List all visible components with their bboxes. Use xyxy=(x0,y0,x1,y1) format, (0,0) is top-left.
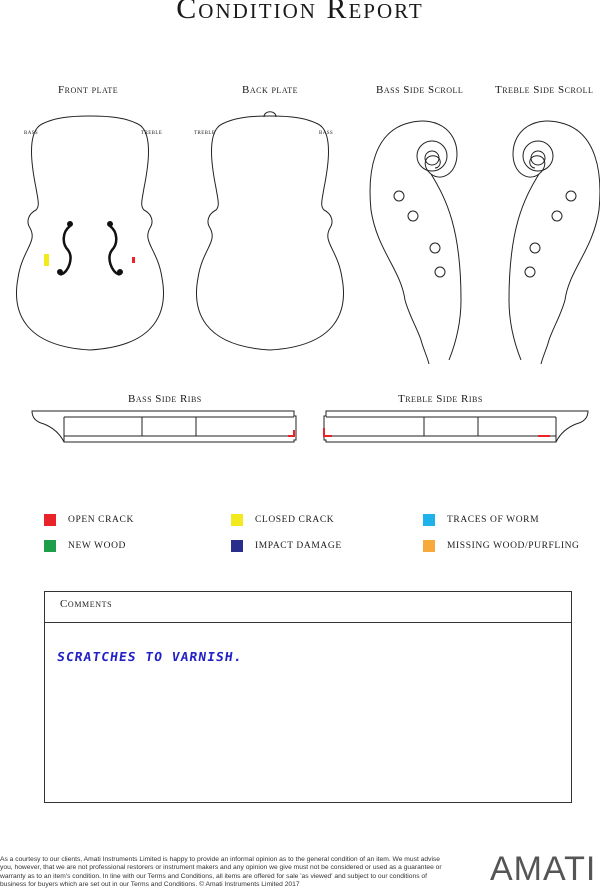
back-plate-outline xyxy=(190,110,350,360)
legend-item-traces-of-worm xyxy=(423,513,539,527)
comment-text: SCRATCHES TO VARNISH. xyxy=(55,650,244,665)
back-bass-side-label: bass xyxy=(319,129,334,136)
f-holes xyxy=(58,222,123,275)
legend-item-closed-crack xyxy=(231,513,334,527)
treble-side-ribs-outline xyxy=(318,404,590,450)
legend-item-new-wood xyxy=(44,539,126,553)
bass-side-scroll-outline xyxy=(365,110,480,365)
legend-item-missing-wood-purfling xyxy=(423,539,580,553)
comments-title: Comments xyxy=(60,598,113,610)
legend-label: TRACES OF WORM xyxy=(447,515,540,525)
legend-label: OPEN CRACK xyxy=(68,515,134,525)
legend-label: CLOSED CRACK xyxy=(255,515,335,525)
back-treble-side-label: treble xyxy=(194,129,216,136)
open-crack-mark-front xyxy=(132,257,135,263)
traces-of-worm-swatch xyxy=(423,514,435,526)
open-crack-mark-bass-rib xyxy=(288,430,294,436)
open-crack-mark-treble-rib-end xyxy=(324,428,332,436)
missing-wood-purfling-swatch xyxy=(423,540,435,552)
bass-side-ribs-outline xyxy=(30,404,302,450)
closed-crack-mark xyxy=(44,254,49,266)
legend-label: IMPACT DAMAGE xyxy=(255,541,342,551)
front-plate-outline xyxy=(10,110,170,360)
page-title: Condition Report xyxy=(176,0,424,25)
legend-item-open-crack xyxy=(44,513,134,527)
comments-header xyxy=(45,592,571,623)
open-crack-swatch xyxy=(44,514,56,526)
treble-side-scroll-outline xyxy=(490,110,600,365)
legend-label: NEW WOOD xyxy=(68,541,127,551)
bass-side-ribs-label: Bass Side Ribs xyxy=(128,393,202,405)
treble-side-scroll-label: Treble Side Scroll xyxy=(495,84,594,96)
disclaimer-text: As a courtesy to our clients, Amati Instruments Limited is happy to provide an informal opinion as to the general condition of an item. We must advise you, however, that we are not professional restorers or instrument makers and any opinion we give must not be considered or used as a guarantee or warranty as to an item's condition. In line with our Terms and Conditions, all items are offered for sale 'as viewed' and subject to our conditions of business for buyers which are set out in our Terms and Conditions. © Amati Instruments Limited 2017 xyxy=(0,856,442,889)
impact-damage-swatch xyxy=(231,540,243,552)
treble-side-ribs-label: Treble Side Ribs xyxy=(398,393,483,405)
closed-crack-swatch xyxy=(231,514,243,526)
front-bass-side-label: bass xyxy=(24,129,39,136)
bass-side-scroll-label: Bass Side Scroll xyxy=(376,84,464,96)
brand-logo: AMATI xyxy=(490,850,597,888)
legend-item-impact-damage xyxy=(231,539,342,553)
front-treble-side-label: treble xyxy=(141,129,163,136)
comments-box[interactable] xyxy=(44,591,572,803)
front-plate-label: Front plate xyxy=(58,84,119,96)
legend-label: MISSING WOOD/PURFLING xyxy=(447,541,580,551)
back-plate-label: Back plate xyxy=(242,84,298,96)
new-wood-swatch xyxy=(44,540,56,552)
